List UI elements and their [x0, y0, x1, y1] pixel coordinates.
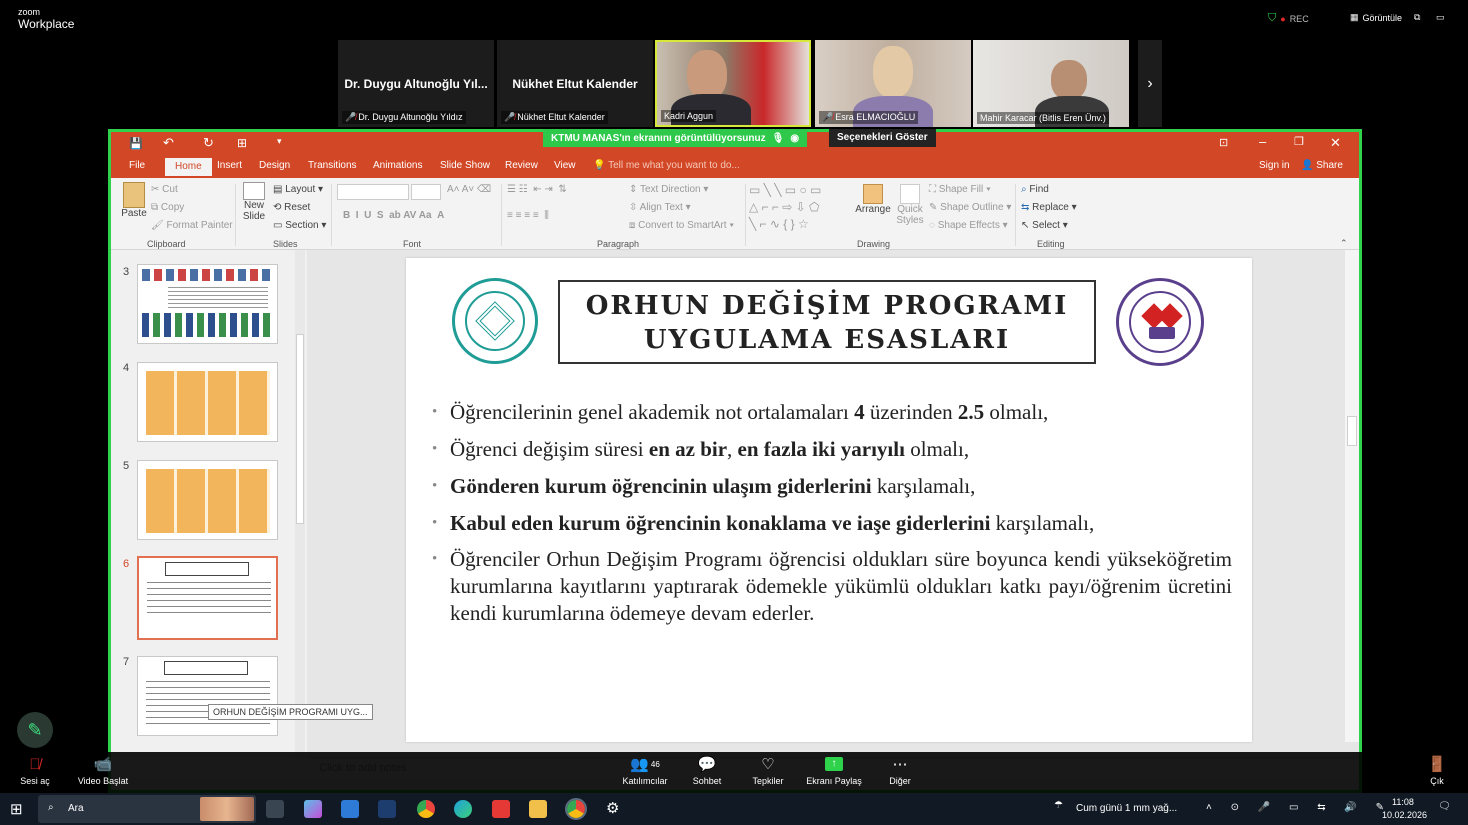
maximize-icon[interactable]: ❐ — [1294, 136, 1304, 148]
tab-transitions[interactable]: Transitions — [308, 160, 357, 171]
magnifier-icon: ⌕ — [1021, 184, 1027, 195]
muted-mic-icon: 🎤̸ — [822, 112, 834, 122]
bullet-dot-icon: • — [432, 441, 438, 457]
slide-scroll-thumb[interactable] — [1347, 416, 1357, 446]
format-painter-button[interactable] — [151, 220, 233, 231]
shapes-gallery[interactable]: ▭ ╲ ╲ ▭ ○ ▭ △ ⌐ ⌐ ⇨ ⇩ ⬠ ╲ ⌐ ∿ { } ☆ — [749, 183, 822, 231]
clock-time[interactable]: 11:08 — [1392, 797, 1414, 807]
slide-scrollbar[interactable] — [1345, 250, 1359, 742]
sharing-banner — [543, 129, 807, 147]
select-button[interactable]: ↖ Select ▾ — [1021, 220, 1068, 231]
share-screen-label: Ekranı Paylaş — [806, 776, 862, 786]
group-label-paragraph: Paragraph — [597, 239, 640, 249]
participant-name: Mahir Karacar (Bitlis Eren Ünv.) — [980, 113, 1106, 123]
view-label: Görüntüle — [1362, 12, 1403, 23]
window-mode-button[interactable] — [1414, 12, 1420, 23]
group-label-slides: Slides — [273, 239, 298, 249]
cut-button[interactable] — [151, 184, 178, 195]
video-off-icon: 📹 — [93, 756, 113, 773]
copy-label: Copy — [160, 202, 185, 213]
app-z-icon[interactable] — [492, 800, 510, 818]
select-label: Select — [1032, 220, 1060, 231]
reactions-label: Tepkiler — [752, 776, 784, 786]
emblem-base-icon — [1149, 327, 1175, 339]
settings-gear-icon[interactable]: ⚙ — [606, 800, 620, 817]
slide-number: 6 — [123, 558, 130, 570]
leave-icon: 🚪 — [1427, 756, 1447, 773]
bullet-bold: 2.5 — [957, 400, 985, 424]
chrome-icon[interactable] — [417, 800, 435, 818]
participant-label — [342, 111, 466, 124]
paste-button[interactable] — [119, 182, 149, 219]
font-name-box[interactable] — [337, 184, 409, 200]
bullet-bold: Kabul eden kurum öğrencinin konaklama ve iaşe giderlerini — [450, 511, 991, 535]
layout-button[interactable]: ▤ Layout ▾ — [273, 184, 324, 195]
unmute-label: Sesi aç — [20, 776, 50, 786]
list-buttons[interactable]: ☰ ☷ ⇤ ⇥ ⇅ — [507, 184, 567, 195]
ribbon-tabs — [111, 156, 1359, 178]
rec-dot-icon: ● — [1280, 13, 1286, 24]
bullet-text: Öğrenciler Orhun Değişim Programı öğrencisi oldukları süre boyunca kendi yükseköğretim kurumlarına kayıtlarını yaptırarak ödemekle yükümlü oldukları katkı payı/öğrenim ücretini kendi kurumlarına ödemeye devam ederler. — [450, 547, 1232, 625]
brush-icon: 🖌 — [151, 220, 164, 231]
bullet-text: Öğrencilerinin genel akademik not ortalamaları — [450, 400, 855, 424]
quick-styles-icon — [900, 184, 920, 204]
undo-icon[interactable]: ↶ — [163, 135, 174, 150]
share-label: Share — [1316, 160, 1343, 171]
scissors-icon: ✂ — [151, 184, 160, 195]
presentation-icon[interactable]: ⊞ — [237, 136, 248, 150]
zoom-top-bar — [0, 0, 1468, 128]
find-label: Find — [1029, 184, 1049, 195]
paste-label: Paste — [121, 208, 147, 219]
slide-thumbnail-7[interactable] — [137, 656, 278, 736]
section-icon: ▭ — [273, 220, 283, 231]
text-lines — [147, 582, 271, 618]
text-direction-button[interactable]: ⇕ Text Direction ▾ — [629, 184, 709, 195]
group-label-font: Font — [403, 239, 422, 249]
weather-text[interactable]: Cum günü 1 mm yağ... — [1076, 803, 1178, 814]
close-icon[interactable]: ✕ — [1330, 135, 1341, 150]
text-lines — [168, 287, 268, 309]
start-video-button[interactable] — [68, 752, 138, 786]
logo-grid — [142, 313, 272, 337]
cut-label: Cut — [162, 184, 178, 195]
bullet-text: , — [727, 437, 738, 461]
redo-icon[interactable]: ↻ — [203, 135, 214, 150]
ribbon-home — [111, 178, 1359, 250]
share-button[interactable] — [1301, 160, 1343, 171]
bullet-item[interactable] — [432, 399, 1232, 426]
participant-label — [977, 112, 1109, 124]
bullet-dot-icon: • — [432, 404, 438, 420]
zoom-brand: zoom — [18, 7, 41, 17]
zoom-product: Workplace — [18, 17, 75, 31]
tab-home[interactable]: Home — [165, 158, 212, 176]
notifications-icon[interactable]: 🗨 — [1438, 801, 1451, 812]
reactions-button[interactable] — [733, 752, 803, 786]
tab-animations[interactable]: Animations — [373, 160, 423, 171]
shape-effects-label: Shape Effects — [937, 220, 1000, 231]
align-text-label: Align Text — [639, 202, 683, 213]
windows-taskbar — [0, 793, 1468, 825]
leave-button[interactable] — [1402, 752, 1468, 786]
slide-thumbnail-6-selected[interactable] — [137, 556, 278, 640]
share-screen-icon: ↑ — [799, 752, 869, 776]
bullet-bold: 4 — [854, 400, 865, 424]
minimize-icon[interactable]: – — [1259, 134, 1267, 149]
shared-screen — [108, 129, 1362, 793]
participants-label: Katılımcılar — [622, 776, 668, 786]
tab-insert[interactable]: Insert — [217, 160, 243, 171]
slide-title-box[interactable] — [558, 280, 1096, 364]
tell-me-label: Tell me what you want to do... — [608, 160, 740, 171]
bullet-dot-icon: • — [432, 478, 438, 494]
unmute-button[interactable] — [0, 752, 70, 786]
replace-label: Replace — [1032, 202, 1069, 213]
thumbnail-tooltip: ORHUN DEĞİŞİM PROGRAMI UYG... — [208, 704, 373, 720]
group-label-drawing: Drawing — [857, 239, 891, 249]
copy-button[interactable] — [151, 202, 184, 213]
sharing-banner-text: KTMU MANAS'ın ekranını görüntülüyorsunuz — [551, 132, 766, 144]
participants-button[interactable] — [610, 752, 680, 786]
group-divider — [235, 184, 236, 246]
popout-icon: ⧉ — [1414, 12, 1421, 22]
new-slide-label-2: Slide — [242, 211, 266, 222]
windows-start-icon[interactable]: ⊞ — [10, 801, 23, 818]
smartart-button[interactable]: ⧈ Convert to SmartArt ▾ — [629, 220, 735, 231]
shape-outline-label: Shape Outline — [940, 202, 1004, 213]
share-screen-button[interactable] — [799, 752, 869, 786]
participant-name: Dr. Duygu Altunoğlu Yıldız — [358, 112, 463, 122]
shape-fill-label: Shape Fill — [938, 184, 984, 195]
manas-university-logo — [1116, 278, 1204, 366]
text-direction-icon: ⇕ — [629, 184, 638, 195]
customize-qat-icon[interactable]: ▾ — [277, 136, 282, 146]
thumbnail-scrollbar[interactable] — [295, 250, 305, 758]
effects-icon: ◌ — [929, 220, 935, 231]
participants-count: 46 — [650, 759, 660, 769]
muted-mic-icon: 🎤̸ — [345, 112, 357, 122]
section-label: Section — [285, 220, 319, 231]
tab-design[interactable]: Design — [259, 160, 291, 171]
shape-fill-button[interactable]: ⛶ Shape Fill ▾ — [929, 184, 991, 195]
pencil-icon: ✎ — [27, 720, 43, 740]
taskbar-search-box[interactable] — [38, 795, 256, 823]
grid-icon: ▦ — [1350, 12, 1359, 22]
mic-icon: 🎙 — [771, 132, 785, 144]
logo-grid — [142, 269, 272, 281]
view-button[interactable] — [1350, 12, 1402, 23]
participant-tile-active[interactable] — [655, 40, 811, 127]
start-video-label: Video Başlat — [77, 776, 129, 786]
tab-view[interactable]: View — [554, 160, 576, 171]
thumbnail-scroll-thumb[interactable] — [296, 334, 304, 524]
participant-tile[interactable] — [973, 40, 1129, 127]
paint-bucket-icon: ⛶ — [929, 184, 936, 195]
sign-in-link[interactable]: Sign in — [1259, 160, 1290, 171]
font-format-buttons[interactable]: B I U S ab AV Aa A — [343, 210, 445, 221]
muted-mic-icon: 🎤̸ — [504, 112, 516, 122]
replace-button[interactable]: ⇆ Replace ▾ — [1021, 202, 1077, 213]
slide-title-line-1: ORHUN DEĞİŞİM PROGRAMI — [585, 291, 1069, 321]
participant-label — [501, 111, 608, 124]
group-label-clipboard: Clipboard — [147, 239, 186, 249]
collapse-ribbon-icon[interactable]: ⌃ — [1340, 238, 1348, 248]
bullet-text: Öğrenci değişim süresi — [450, 437, 649, 461]
font-size-buttons[interactable]: A˄ A˅ ⌫ — [447, 184, 492, 195]
quick-styles-label-2: Styles — [896, 215, 924, 226]
chevron-right-icon: › — [1147, 75, 1153, 92]
slide-thumbnail-4[interactable] — [137, 362, 278, 442]
task-view-icon[interactable] — [266, 800, 284, 818]
powershell-icon[interactable] — [378, 800, 396, 818]
rec-label: REC — [1289, 13, 1309, 24]
group-label-editing: Editing — [1037, 239, 1065, 249]
heart-icon: ♡ — [761, 756, 775, 773]
participant-big-name: Dr. Duygu Altunoğlu Yıl... — [344, 77, 488, 91]
bullet-text: olmalı, — [984, 400, 1049, 424]
new-slide-button[interactable] — [239, 182, 269, 222]
clock-date[interactable]: 10.02.2026 — [1382, 810, 1428, 820]
slide-number: 7 — [123, 656, 130, 668]
file-explorer-icon[interactable] — [529, 800, 547, 818]
store-icon[interactable] — [341, 800, 359, 818]
security-shield[interactable] — [1268, 12, 1309, 25]
reset-button[interactable] — [273, 202, 310, 213]
slide-thumbnail-pane — [111, 250, 307, 758]
more-label: Diğer — [889, 776, 911, 786]
chat-button[interactable] — [672, 752, 742, 786]
slide-6[interactable] — [406, 258, 1252, 742]
person-head — [1051, 60, 1087, 100]
status-circle-icon: ◉ — [790, 132, 800, 144]
align-buttons[interactable]: ≡ ≡ ≡ ≡ ⫼ — [507, 210, 549, 221]
participant-big-name: Nükhet Eltut Kalender — [512, 77, 638, 91]
bullet-text: karşılamalı, — [871, 474, 976, 498]
copy-icon: ⧉ — [151, 202, 159, 213]
search-highlight-image — [200, 797, 254, 821]
group-divider — [1015, 184, 1016, 246]
group-divider — [501, 184, 502, 246]
participant-label — [819, 111, 918, 124]
next-page-button[interactable] — [1138, 40, 1162, 127]
pen-icon: ✎ — [929, 202, 938, 213]
cursor-icon: ↖ — [1021, 220, 1030, 231]
shield-icon: ⛉ — [1268, 12, 1277, 24]
chat-label: Sohbet — [692, 776, 722, 786]
smartart-icon: ⧈ — [629, 220, 636, 231]
bullet-item[interactable] — [432, 436, 1232, 463]
lightbulb-icon: 💡 — [593, 160, 606, 171]
slide-number: 3 — [123, 266, 130, 278]
bullet-dot-icon: • — [432, 515, 438, 531]
chrome-active-icon[interactable] — [567, 800, 585, 818]
person-head — [873, 46, 913, 98]
arrange-icon — [863, 184, 883, 204]
shape-effects-button[interactable]: ◌ Shape Effects ▾ — [929, 220, 1008, 231]
quick-styles-label: Quick — [897, 204, 923, 215]
bullet-item[interactable] — [432, 473, 1232, 500]
slide-number: 4 — [123, 362, 130, 374]
slide-number: 5 — [123, 460, 130, 472]
bullet-text: karşılamalı, — [990, 511, 1095, 535]
search-label: Ara — [68, 803, 84, 814]
tab-slide-show[interactable]: Slide Show — [440, 160, 491, 171]
group-divider — [331, 184, 332, 246]
participant-label — [661, 110, 716, 122]
annotate-pencil-button[interactable] — [17, 712, 53, 748]
edge-icon[interactable] — [454, 800, 472, 818]
view-options-button[interactable]: Seçenekleri Göster — [829, 129, 936, 147]
muted-mic-icon: 🎙̸ — [29, 755, 41, 773]
tab-review[interactable]: Review — [505, 160, 538, 171]
participant-tile[interactable] — [338, 40, 494, 127]
slide-thumbnail-5[interactable] — [137, 460, 278, 540]
fullscreen-icon: ▭ — [1436, 12, 1445, 22]
thumb-title-box — [165, 562, 249, 576]
participant-name: Nükhet Eltut Kalender — [517, 112, 605, 122]
format-painter-label: Format Painter — [166, 220, 233, 231]
leave-label: Çık — [1430, 776, 1444, 786]
ribbon-display-icon[interactable]: ⊡ — [1219, 137, 1229, 149]
bullet-text: üzerinden — [864, 400, 958, 424]
arrange-label: Arrange — [855, 204, 891, 215]
fullscreen-button[interactable] — [1436, 12, 1445, 23]
slide-thumbnail-3[interactable] — [137, 264, 278, 344]
more-button[interactable] — [865, 752, 935, 786]
table-preview — [146, 469, 270, 533]
zoom-logo — [18, 6, 74, 30]
zoom-meeting-controls — [0, 752, 1468, 793]
system-tray-icons[interactable]: ˄ ⊙ 🎤 ▭ ⇆ 🔊 ✎ — [1206, 802, 1392, 813]
bullet-bold: en az bir — [648, 437, 728, 461]
shape-outline-button[interactable]: ✎ Shape Outline ▾ — [929, 202, 1012, 213]
chat-bubble-icon: 💬 — [697, 756, 717, 773]
arrange-button[interactable] — [855, 184, 891, 215]
font-size-box[interactable] — [411, 184, 441, 200]
ellipsis-icon: ⋯ — [892, 756, 908, 773]
table-preview — [146, 371, 270, 435]
participant-tile[interactable] — [815, 40, 971, 127]
people-icon: 👥 46 — [630, 756, 660, 773]
reset-label: Reset — [284, 202, 311, 213]
participant-name: Esra ELMACIOĞLU — [835, 112, 916, 122]
text-direction-label: Text Direction — [640, 184, 701, 195]
section-button[interactable]: ▭ Section ▾ — [273, 220, 327, 231]
tell-me-search[interactable] — [593, 160, 740, 171]
person-icon: 👤 — [1301, 160, 1314, 171]
turkic-university-union-logo — [452, 278, 538, 364]
quick-styles-button[interactable] — [895, 184, 925, 226]
bullet-dot-icon: • — [432, 551, 438, 567]
bullet-text: olmalı, — [904, 437, 970, 461]
bullet-bold: en fazla iki yarıyılı — [737, 437, 905, 461]
new-slide-label: New — [243, 200, 264, 211]
copilot-icon[interactable] — [304, 800, 322, 818]
participant-tile[interactable] — [497, 40, 653, 127]
bullet-bold: Gönderen kurum öğrencinin ulaşım giderlerini — [450, 474, 872, 498]
group-divider — [745, 184, 746, 246]
reset-icon: ⟲ — [273, 202, 282, 213]
bullet-item[interactable] — [432, 510, 1232, 537]
smartart-label: Convert to SmartArt — [638, 220, 727, 231]
participant-name: Kadri Aggun — [664, 111, 714, 121]
align-text-icon: ⇳ — [629, 202, 638, 213]
person-head — [687, 50, 727, 100]
save-icon[interactable]: 💾 — [129, 138, 143, 150]
layout-icon: ▤ — [273, 184, 283, 195]
clipboard-icon — [123, 182, 145, 208]
thumb-title-box — [164, 661, 248, 675]
layout-label: Layout — [285, 184, 316, 195]
search-icon: ⌕ — [48, 802, 54, 813]
replace-icon: ⇆ — [1021, 202, 1030, 213]
tab-file[interactable]: File — [129, 160, 146, 171]
weather-icon: ☂ — [1054, 800, 1063, 811]
new-slide-icon — [243, 182, 265, 200]
slide-title-line-2: UYGULAMA ESASLARI — [643, 325, 1011, 355]
align-text-button[interactable]: ⇳ Align Text ▾ — [629, 202, 691, 213]
bullet-item[interactable] — [432, 546, 1232, 627]
find-button[interactable] — [1021, 184, 1049, 195]
